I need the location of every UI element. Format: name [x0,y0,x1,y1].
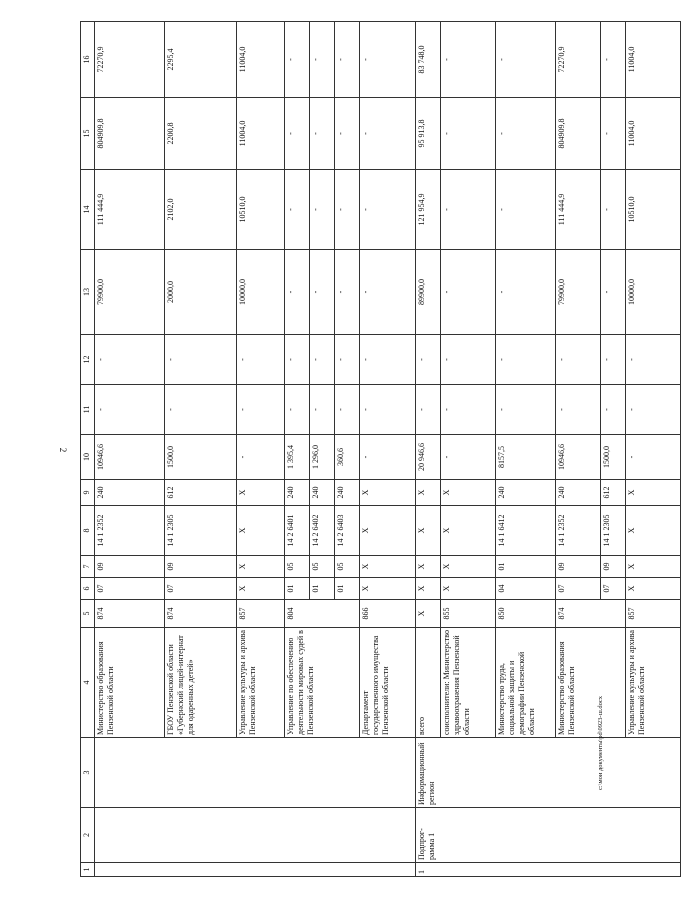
table-cell: Министерство образования Пензенской области [556,628,626,738]
table-cell: 11004,0 [237,98,285,170]
column-number: 9 [81,480,95,506]
table-cell: 14 1 2352 [556,506,601,556]
table-cell: 1 395,4 [285,435,310,480]
table-cell: 240 [335,480,360,506]
table-cell: 79900,0 [95,250,165,335]
table-cell: - [441,435,496,480]
table-cell: - [310,22,335,98]
table-cell: 1500,0 [601,435,626,480]
table-cell: - [496,170,556,250]
table-cell: 10946,6 [95,435,165,480]
table-cell: 1 296,0 [310,435,335,480]
table-cell: - [335,385,360,435]
table-cell: Информационный регион [416,738,681,808]
table-cell: - [360,250,416,335]
table-cell: - [441,250,496,335]
table-cell: 09 [601,556,626,578]
table-cell: 14 2 6401 [285,506,310,556]
table-cell: 612 [601,480,626,506]
table-cell: Управление культуры и архива Пензенской области [237,628,285,738]
table-cell: - [601,98,626,170]
table-cell: Подпрог-рамма 1 [416,808,681,863]
table-cell: 874 [165,600,237,628]
page-number: 2 [58,447,68,453]
table-cell: - [556,385,601,435]
column-number: 3 [81,738,95,808]
table-cell: 79900,0 [556,250,601,335]
table-row [416,22,441,877]
table-cell: - [360,335,416,385]
table-cell: - [441,98,496,170]
column-number: 13 [81,250,95,335]
table-cell: 01 [310,578,335,600]
table-cell: 72270,9 [556,22,601,98]
table-cell: - [335,335,360,385]
table-cell: 8157,5 [496,435,556,480]
table-cell: 240 [95,480,165,506]
table-cell: - [601,22,626,98]
table-cell: 11004,0 [237,22,285,98]
table-cell: - [626,435,681,480]
column-number: 15 [81,98,95,170]
table-cell: - [237,435,285,480]
table-cell: 1500,0 [165,435,237,480]
table-cell: X [441,506,496,556]
table-cell: 804909,8 [95,98,165,170]
table-cell: - [285,250,310,335]
table-cell: 83 748,0 [416,22,441,98]
table-cell: 10946,6 [556,435,601,480]
table-cell: - [310,385,335,435]
column-number: 14 [81,170,95,250]
table-cell: - [237,335,285,385]
table-cell: X [237,506,285,556]
table-cell: - [601,335,626,385]
table-cell: 89900,0 [416,250,441,335]
table-cell: 95 913,8 [416,98,441,170]
table-cell: X [237,480,285,506]
table-cell: 07 [95,578,165,600]
table-cell: 11004,0 [626,98,681,170]
empty-cell [95,738,416,808]
table-cell: - [335,98,360,170]
table-cell: - [285,98,310,170]
table-cell: X [416,600,441,628]
table-cell: 240 [310,480,335,506]
table-cell: - [601,170,626,250]
table-cell: - [360,435,416,480]
table-cell: 09 [556,556,601,578]
table-cell: 14 1 2305 [165,506,237,556]
table-cell: X [416,578,441,600]
table-cell: - [360,98,416,170]
table-cell: 240 [496,480,556,506]
table-cell: 2000,0 [165,250,237,335]
table-cell: X [360,480,416,506]
table-cell: - [601,385,626,435]
column-number: 12 [81,335,95,385]
table-cell: 14 1 2305 [601,506,626,556]
table-cell: - [441,385,496,435]
table-cell: 14 2 6402 [310,506,335,556]
table-cell: 866 [360,600,416,628]
table-cell: - [285,170,310,250]
table-cell: - [441,22,496,98]
table-cell: X [237,578,285,600]
table-cell: - [626,335,681,385]
table-cell: 804909,8 [556,98,601,170]
table-cell: 20 946,6 [416,435,441,480]
column-number: 16 [81,22,95,98]
table-cell: - [335,250,360,335]
table-cell: - [441,335,496,385]
table-cell: - [626,385,681,435]
table-cell: 857 [237,600,285,628]
table-cell: - [416,385,441,435]
table-cell: 10510,0 [626,170,681,250]
table-cell: 111 444,9 [556,170,601,250]
table-cell: 01 [335,578,360,600]
table-cell: - [310,170,335,250]
table-cell: 111 444,9 [95,170,165,250]
table-cell: X [416,556,441,578]
table-cell: - [165,385,237,435]
table-cell: X [626,578,681,600]
column-number: 5 [81,600,95,628]
table-cell: X [360,578,416,600]
footer-file-path: c:\мои документы\pd\0923-ш.docx [597,696,604,790]
table-cell: - [165,335,237,385]
table-cell: - [496,22,556,98]
column-number: 4 [81,628,95,738]
table-cell: 05 [285,556,310,578]
table-cell: 857 [626,600,681,628]
table-cell: X [626,480,681,506]
table-cell: 855 [441,600,496,628]
table-cell: 10510,0 [237,170,285,250]
table-cell: - [441,170,496,250]
table-cell: - [556,335,601,385]
table-cell: X [626,556,681,578]
table-cell: X [416,506,441,556]
table-cell: - [416,335,441,385]
table-cell: 2102,0 [165,170,237,250]
table-cell: 09 [95,556,165,578]
table-cell: - [335,170,360,250]
table-cell: X [360,556,416,578]
table-cell: Управление культуры и архива Пензенской области [626,628,681,738]
table-cell: 612 [165,480,237,506]
table-cell: 874 [556,600,626,628]
column-number: 6 [81,578,95,600]
column-number: 11 [81,385,95,435]
table-cell: - [496,385,556,435]
table-cell: - [237,385,285,435]
table-cell: 121 954,9 [416,170,441,250]
table-cell: X [626,506,681,556]
table-cell: 850 [496,600,556,628]
table-cell: X [441,480,496,506]
table-cell: 04 [496,578,556,600]
table-cell: всего [416,628,441,738]
table-cell: 07 [601,578,626,600]
table-cell: 10000,0 [626,250,681,335]
table-cell: 11004,0 [626,22,681,98]
table-cell: - [360,385,416,435]
empty-cell [95,808,416,863]
table-cell: - [95,335,165,385]
table-cell: 05 [310,556,335,578]
table-cell: 240 [285,480,310,506]
table-cell: 01 [285,578,310,600]
table-cell: X [441,578,496,600]
table-cell: - [95,385,165,435]
table-cell: 72270,9 [95,22,165,98]
table-cell: X [416,480,441,506]
table-cell: - [601,250,626,335]
table-cell: соисполнители: Министерство здравоохранения Пензенской области [441,628,496,738]
table-cell: 2295,4 [165,22,237,98]
table-cell: 14 1 6412 [496,506,556,556]
table-cell: Управление по обеспечению деятельности мировых судей в Пензенской области [285,628,360,738]
table-cell: 804 [285,600,360,628]
column-number: 2 [81,808,95,863]
header-row [81,22,95,877]
table-cell: 07 [165,578,237,600]
table-cell: Министерство образования Пензенской области [95,628,165,738]
column-number: 8 [81,506,95,556]
table-cell: - [310,335,335,385]
table-cell: X [441,556,496,578]
budget-table [80,21,681,877]
table-cell: - [285,385,310,435]
table-cell: - [496,250,556,335]
column-number: 7 [81,556,95,578]
table-cell: - [496,98,556,170]
table-cell: Департамент государственного имущества Пензенской области [360,628,416,738]
table-cell: 1 [416,863,681,877]
table-row [95,22,165,877]
table-cell: X [237,556,285,578]
table-cell: - [310,98,335,170]
table-cell: - [496,335,556,385]
table-cell: - [360,170,416,250]
table-cell: - [285,22,310,98]
table-cell: 10000,0 [237,250,285,335]
table-cell: 2200,8 [165,98,237,170]
column-number: 1 [81,863,95,877]
table-cell: 07 [556,578,601,600]
table-cell: ГБОУ Пензенской области «Губернский лицей-интернат для одаренных детей» [165,628,237,738]
table-cell: X [360,506,416,556]
table-cell: 01 [496,556,556,578]
table-cell: Министерство труда, социальной защиты и демографии Пензенской области [496,628,556,738]
table-cell: - [360,22,416,98]
empty-cell [95,863,416,877]
table-cell: - [335,22,360,98]
table-cell: - [285,335,310,385]
table-cell: - [310,250,335,335]
column-number: 10 [81,435,95,480]
table-cell: 874 [95,600,165,628]
table-cell: 14 1 2352 [95,506,165,556]
table-cell: 09 [165,556,237,578]
table-cell: 05 [335,556,360,578]
table-cell: 14 2 6403 [335,506,360,556]
table-cell: 360,6 [335,435,360,480]
table-cell: 240 [556,480,601,506]
